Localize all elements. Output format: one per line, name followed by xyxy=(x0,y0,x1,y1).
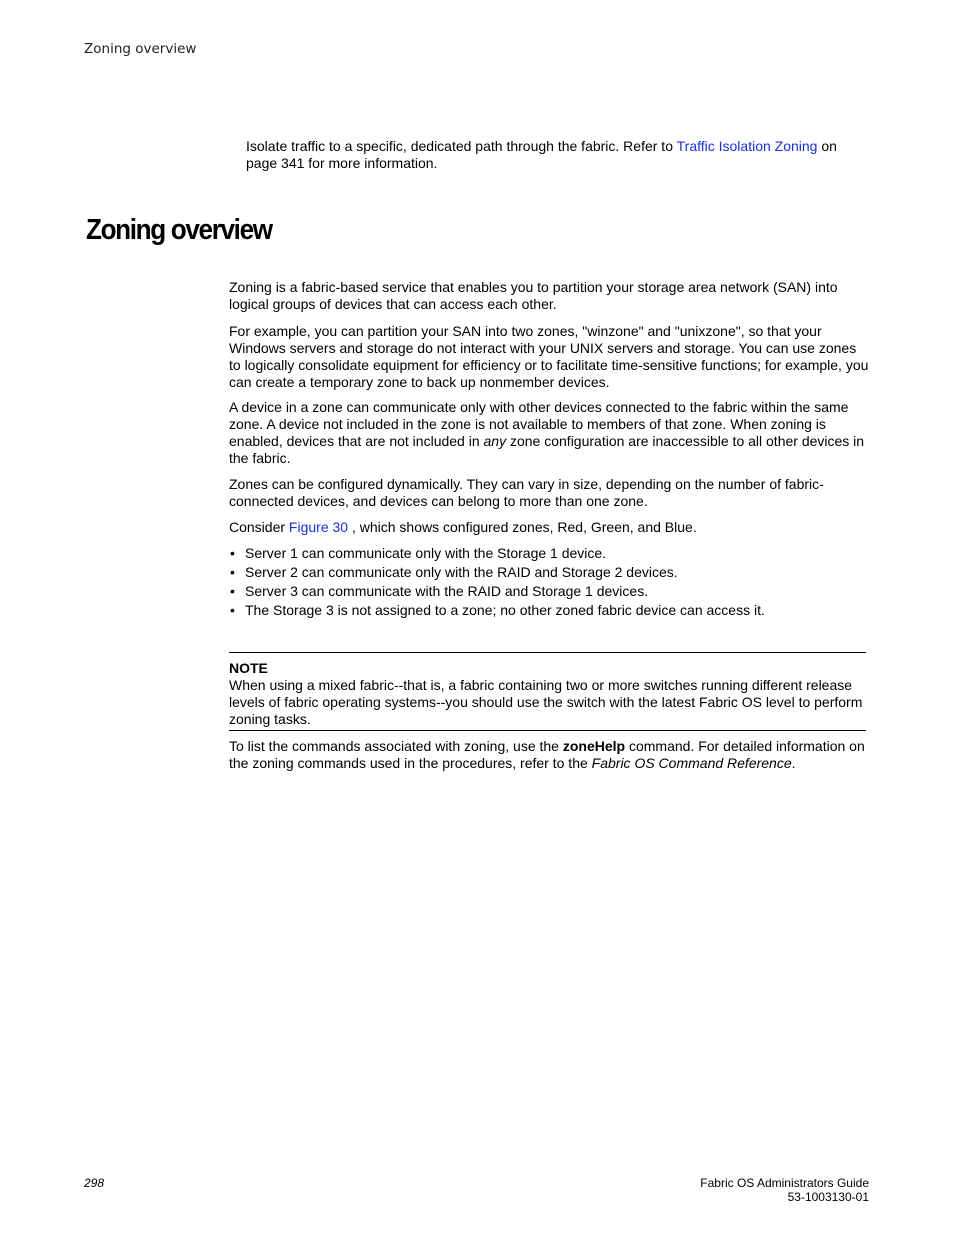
paragraph-5-start: Consider xyxy=(229,519,289,535)
closing-end: . xyxy=(791,755,796,771)
closing-start: To list the commands associated with zoning, use the xyxy=(229,738,563,754)
paragraph-3-emphasis: any xyxy=(483,433,507,449)
closing-text xyxy=(229,738,869,772)
list-item: • Server 2 can communicate only with the RAID and Storage 2 devices. xyxy=(229,564,869,581)
traffic-isolation-zoning-link[interactable]: Traffic Isolation Zoning xyxy=(676,138,818,154)
doc-number: 53-1003130-01 xyxy=(787,1190,869,1204)
paragraph-5-text xyxy=(229,519,869,536)
note-label: NOTE xyxy=(229,660,268,676)
closing-paragraph xyxy=(229,738,869,772)
paragraph-3 xyxy=(229,399,869,467)
note-box xyxy=(229,652,866,731)
closing-middle: command. For detailed information on the zoning commands used in the procedures, refer to the xyxy=(229,738,865,771)
intro-text: Isolate traffic to a specific, dedicated path through the fabric. Refer to xyxy=(246,138,677,154)
paragraph-3-end: zone configuration are inaccessible to all other devices in the fabric. xyxy=(229,433,865,466)
command-name: zoneHelp xyxy=(562,738,626,754)
paragraph-5 xyxy=(229,519,869,536)
paragraph-1-text: Zoning is a fabric-based service that enables you to partition your storage area network (SAN) into logical groups of devices that can access each other. xyxy=(229,279,838,312)
list-item: • Server 1 can communicate only with the Storage 1 device. xyxy=(229,545,869,562)
paragraph-3-start: A device in a zone can communicate only with other devices connected to the fabric within the same zone. A device not included in the zone is not available to members of that zone. When zoning is enabled, devices that are not included in xyxy=(229,399,849,449)
paragraph-2-text: For example, you can partition your SAN into two zones, "winzone" and "unixzone", so that your Windows servers and storage do not interact with your UNIX servers and storage. You can use zones to logically consolidate equipment for efficiency or to facilitate time-sensitive functions; for example, you can create a temporary zone to back up nonmember devices. xyxy=(229,323,869,390)
paragraph-2 xyxy=(229,323,869,391)
paragraph-3-text xyxy=(229,399,869,467)
paragraph-4 xyxy=(229,476,869,510)
list-item: • Server 3 can communicate with the RAID and Storage 1 devices. xyxy=(229,583,869,600)
section-title: Zoning overview xyxy=(86,214,272,246)
running-header: Zoning overview xyxy=(84,41,197,57)
list-item: • The Storage 3 is not assigned to a zone; no other zoned fabric device can access it. xyxy=(229,602,869,619)
doc-title: Fabric OS Administrators Guide xyxy=(700,1176,869,1190)
paragraph-1 xyxy=(229,279,869,313)
page-number: 298 xyxy=(84,1176,105,1190)
figure-30-link[interactable]: Figure 30 xyxy=(288,519,349,535)
paragraph-5-end: , which shows configured zones, Red, Green, and Blue. xyxy=(348,519,697,535)
paragraph-4-text: Zones can be configured dynamically. They can vary in size, depending on the number of fabric-connected devices, and devices can belong to more than one zone. xyxy=(229,476,824,509)
intro-text-end: on page 341 for more information. xyxy=(246,138,837,171)
reference-title: Fabric OS Command Reference xyxy=(591,755,792,771)
note-text: When using a mixed fabric--that is, a fabric containing two or more switches running different release levels of fabric operating systems--you should use the switch with the latest Fabric OS level to perform zoning tasks. xyxy=(229,677,863,727)
bullet-list xyxy=(229,545,869,621)
footer-doc-info xyxy=(700,1176,869,1204)
intro-paragraph xyxy=(246,138,866,172)
